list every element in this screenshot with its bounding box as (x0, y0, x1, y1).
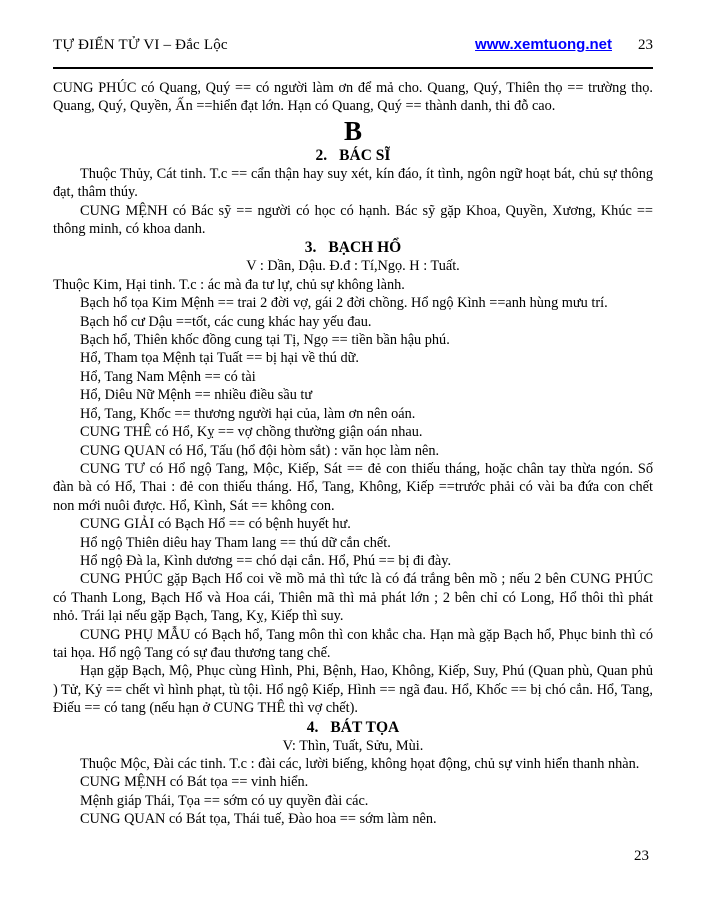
section-title: BÁT TỌA (330, 718, 400, 736)
header-right (475, 36, 653, 54)
paragraph: Bạch hổ, Thiên khốc đồng cung tại Tị, Ngọ == tiền bần hậu phú. (80, 332, 450, 349)
paragraph: CUNG PHỤ MẪU có Bạch hổ, Tang môn thì con khắc cha. Hạn mà gặp Bạch hổ, Phục binh thì có tai họa. Hổ ngộ Tang có sự đau thương tang chế. (53, 626, 653, 661)
paragraph: CUNG TƯ có Hổ ngộ Tang, Mộc, Kiếp, Sát == đẻ con thiếu tháng, hoặc chân tay thừa ngón. Số đàn bà có Hổ, Thai : đẻ con thiếu tháng. Hổ, Tang, Không, Kiếp ==trước phải có vài ba đứa con chết non mới nuôi được. Hổ, Kình, Sát == không con. (53, 460, 653, 514)
page-header (53, 36, 653, 69)
paragraph: Bạch hổ tọa Kim Mệnh == trai 2 đời vợ, gái 2 đời chồng. Hổ ngộ Kình ==anh hùng mưu trí. (80, 295, 608, 312)
paragraph: Thuộc Kim, Hại tinh. T.c : ác mà đa tư lự, chủ sự không lành. (53, 276, 405, 293)
paragraph: Mệnh giáp Thái, Tọa == sớm có uy quyền đài các. (80, 792, 369, 809)
section-number: 4. (306, 718, 319, 736)
paragraph: Hạn gặp Bạch, Mộ, Phục cùng Hình, Phi, Bệnh, Hao, Không, Kiếp, Suy, Phú (Quan phù, Quan phủ ) Tử, Kỷ == chết vì hình phạt, tù tội. Hổ ngộ Kiếp, Hình == ngã đau. Hổ, Khốc == bị chó cắn. Hổ, Tang, Điếu == có tang (nếu hạn ở CUNG THÊ thì vợ chết). (53, 663, 653, 717)
paragraph: CUNG GIẢI có Bạch Hổ == có bệnh huyết hư. (80, 516, 351, 533)
paragraph: Thuộc Mộc, Đài các tinh. T.c : đài các, lười biếng, không họat động, chủ sự vinh hiển thanh nhàn. (80, 756, 640, 772)
paragraph: Bạch hổ cư Dậu ==tốt, các cung khác hay yếu đau. (80, 313, 372, 330)
paragraph-cung-phuc-quang-quy: CUNG PHÚC có Quang, Quý == có người làm ơn để mả cho. Quang, Quý, Thiên thọ == trường thọ. Quang, Quý, Quyền, Ấn ==hiển đạt lớn. Hạn có Quang, Quý == thành danh, thi đỗ cao. (53, 80, 653, 115)
section-heading-bach-ho (53, 238, 653, 257)
positions-line: V : Dần, Dậu. Đ.đ : Tí,Ngọ. H : Tuất. (246, 258, 460, 275)
section-title: BẠCH HỔ (328, 239, 402, 257)
paragraph: Hổ, Diêu Nữ Mệnh == nhiều điều sầu tư (80, 387, 313, 404)
website-link[interactable]: www.xemtuong.net (475, 36, 612, 53)
paragraph: Hổ, Tham tọa Mệnh tại Tuất == bị hại về thú dữ. (80, 350, 359, 367)
paragraph: CUNG QUAN có Hổ, Tấu (hổ đội hòm sắt) : văn học làm nên. (80, 442, 440, 459)
paragraph: CUNG THÊ có Hổ, Kỵ == vợ chồng thường giận oán nhau. (80, 424, 423, 441)
paragraph: CUNG MỆNH có Bát tọa == vinh hiển. (80, 774, 309, 791)
footer-page-number: 23 (634, 848, 649, 864)
section-heading-bac-si (53, 146, 653, 165)
positions-line: V: Thìn, Tuất, Sửu, Mùi. (282, 737, 424, 754)
paragraph: Hổ, Tang, Khốc == thương người hại của, làm ơn nên oán. (80, 405, 416, 422)
header-title: TỰ ĐIỂN TỬ VI – Đắc Lộc (53, 37, 228, 53)
letter-b-heading: B (343, 115, 362, 146)
paragraph: Hổ ngộ Thiên diêu hay Tham lang == thú dữ cắn chết. (80, 534, 391, 551)
section-number: 2. (315, 146, 328, 164)
paragraph: CUNG MỆNH có Bác sỹ == người có học có hạnh. Bác sỹ gặp Khoa, Quyền, Xương, Khúc == thông minh, có khoa danh. (53, 202, 653, 238)
paragraph: Hổ ngộ Đà la, Kình dương == chó dại cắn. Hổ, Phú == bị đi đày. (80, 552, 452, 569)
paragraph: CUNG PHÚC gặp Bạch Hổ coi về mồ mả thì tức là có đá trắng bên mồ ; nếu 2 bên CUNG PHÚC có Thanh Long, Bạch Hổ và Hoa cái, Thiên mã thì mả phát lớn ; 2 bên chỉ có Long, Hổ thôi thì phát nhỏ. Trái lại nếu gặp Bạch, Tang, Kỵ, Kiếp thì suy. (53, 571, 653, 625)
section-number: 3. (304, 239, 317, 257)
header-page-number: 23 (638, 37, 653, 53)
document-body (53, 79, 653, 829)
section-title: BÁC SĨ (339, 146, 391, 164)
paragraph: CUNG QUAN có Bát tọa, Thái tuế, Đào hoa == sớm làm nên. (80, 811, 437, 828)
paragraph: Hổ, Tang Nam Mệnh == có tài (80, 368, 256, 385)
section-heading-bat-toa (53, 718, 653, 737)
paragraph: Thuộc Thủy, Cát tinh. T.c == cẩn thận hay suy xét, kín đáo, ít tình, ngôn ngữ hoạt bát, chủ sự thông đạt, thâm thúy. (53, 165, 653, 201)
